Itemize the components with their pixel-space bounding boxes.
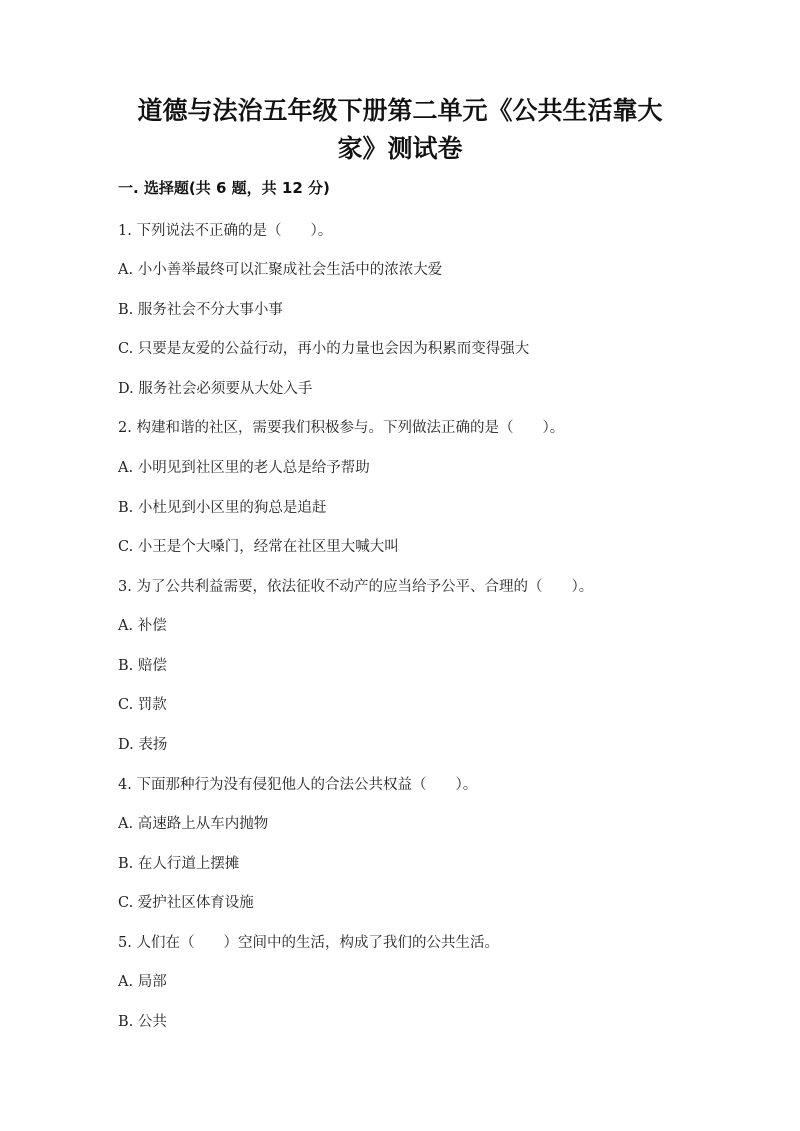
question-5-option-a: A. 局部 xyxy=(118,974,167,990)
question-1-stem: 1. 下列说法不正确的是（ ）。 xyxy=(118,223,333,239)
question-2-option-b: B. 小杜见到小区里的狗总是追赶 xyxy=(118,500,327,516)
question-1-option-c: C. 只要是友爱的公益行动，再小的力量也会因为积累而变得强大 xyxy=(118,341,530,357)
question-4-option-b: B. 在人行道上摆摊 xyxy=(118,856,240,872)
question-5-stem: 5. 人们在（ ）空间中的生活，构成了我们的公共生活。 xyxy=(118,935,499,951)
question-5-option-b: B. 公共 xyxy=(118,1014,167,1030)
document-title: 道德与法治五年级下册第二单元《公共生活靠大家》测试卷 xyxy=(137,96,663,163)
question-2-option-c: C. 小王是个大嗓门，经常在社区里大喊大叫 xyxy=(118,539,399,555)
question-3-option-b: B. 赔偿 xyxy=(118,658,167,674)
question-1-option-a: A. 小小善举最终可以汇聚成社会生活中的浓浓大爱 xyxy=(118,262,443,278)
question-2-option-a: A. 小明见到社区里的老人总是给予帮助 xyxy=(118,460,370,476)
question-3-option-d: D. 表扬 xyxy=(118,737,168,753)
question-4-option-a: A. 高速路上从车内抛物 xyxy=(118,816,269,832)
question-2-stem: 2. 构建和谐的社区，需要我们积极参与。下列做法正确的是（ ）。 xyxy=(118,420,565,436)
question-1-option-b: B. 服务社会不分大事小事 xyxy=(118,302,283,318)
question-1-option-d: D. 服务社会必须要从大处入手 xyxy=(118,381,313,397)
question-3-option-c: C. 罚款 xyxy=(118,697,167,713)
question-3-option-a: A. 补偿 xyxy=(118,618,167,634)
question-4-stem: 4. 下面那种行为没有侵犯他人的合法公共权益（ ）。 xyxy=(118,777,478,793)
question-3-stem: 3. 为了公共利益需要，依法征收不动产的应当给予公平、合理的（ ）。 xyxy=(118,579,594,595)
question-4-option-c: C. 爱护社区体育设施 xyxy=(118,895,254,911)
section-heading: 一. 选择题(共 6 题，共 12 分) xyxy=(118,179,330,197)
